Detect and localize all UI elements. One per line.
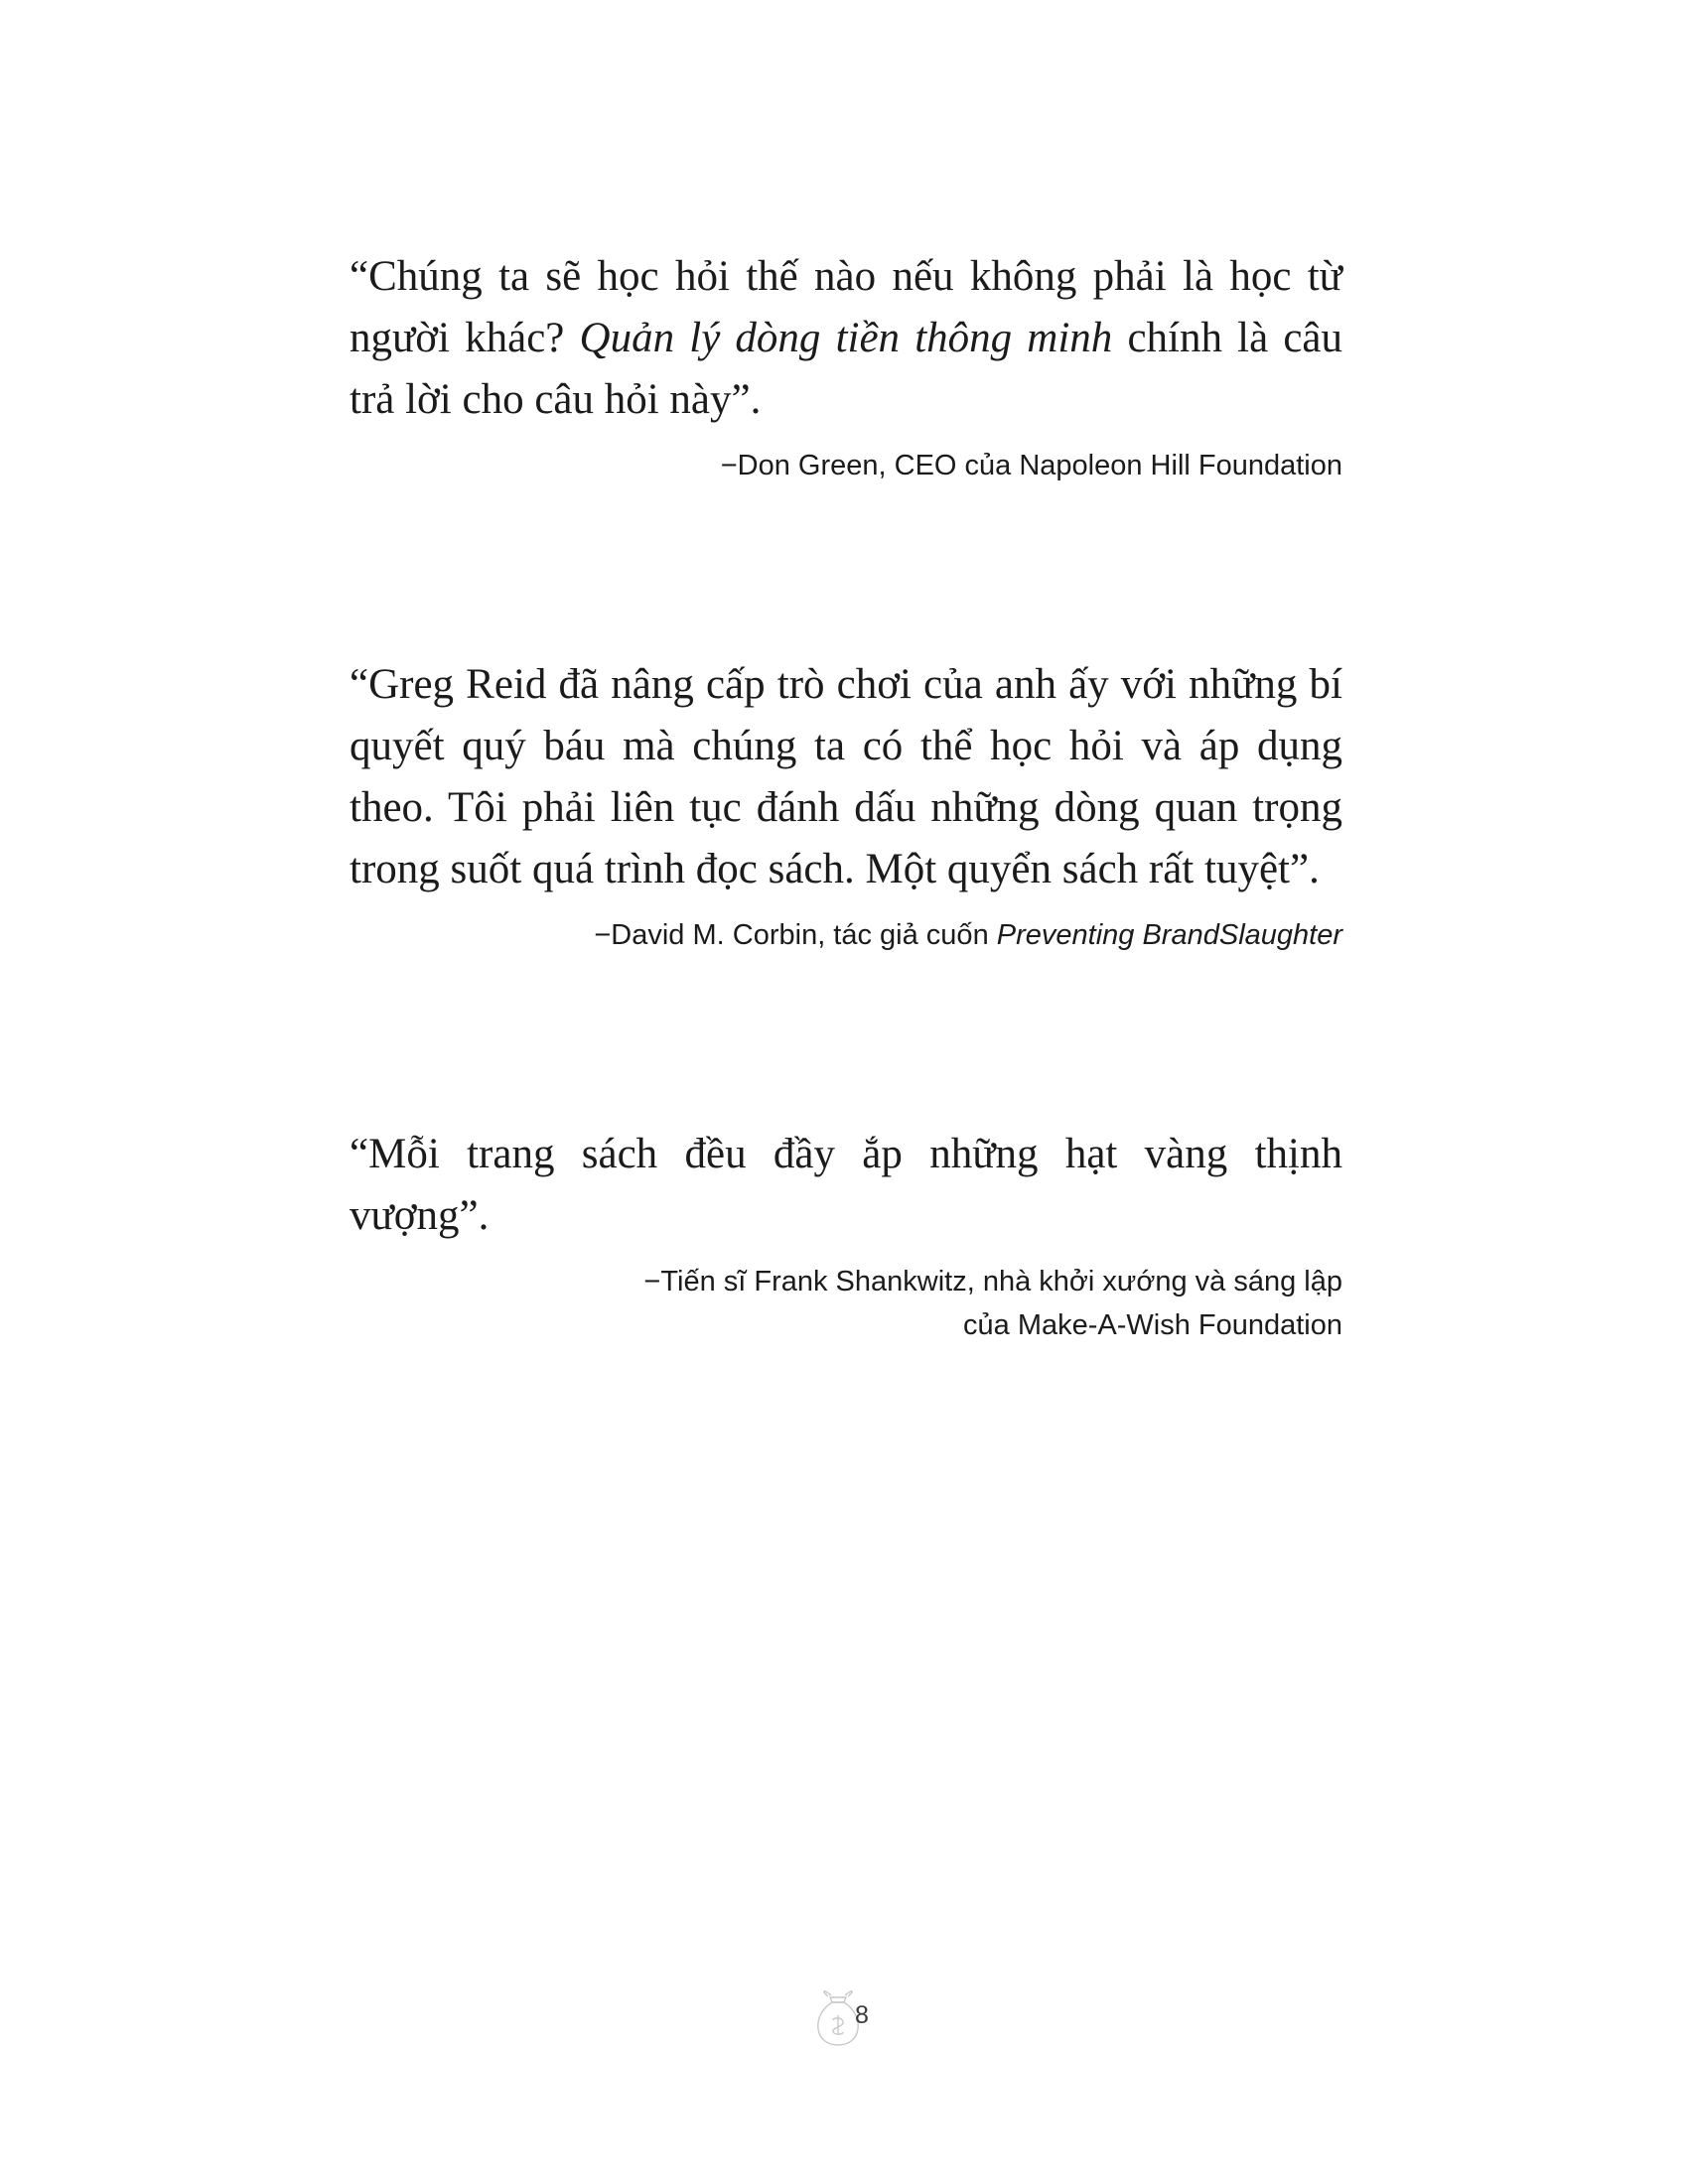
quote-attribution-line-2: của Make-A-Wish Foundation [963,1308,1342,1341]
quote-text-part-2: chính là câu trả lời cho câu hỏi này”. [350,314,1342,423]
quote-spacer [350,957,1342,1124]
quote-attribution-book-title: Preventing BrandSlaughter [996,918,1342,951]
quote-block-don-green [350,246,1342,487]
quote-spacer [350,487,1342,654]
quote-block-david-corbin [350,654,1342,957]
page-footer [0,1983,1688,2053]
quote-block-frank-shankwitz [350,1124,1342,1347]
quote-attribution: −Don Green, CEO của Napoleon Hill Foundation [720,449,1342,481]
quote-text: “Mỗi trang sách đều đầy ắp những hạt vàng thịnh vượng”. [350,1131,1342,1240]
quote-attribution-line-1: −Tiến sĩ Frank Shankwitz, nhà khởi xướng và sáng lập [643,1266,1342,1298]
quote-text-italic: Quản lý dòng tiền thông minh [579,314,1113,361]
footer-mark [799,1983,889,2053]
quote-text [350,246,1342,431]
page-number: 8 [855,2001,869,2029]
quote-text: “Greg Reid đã nâng cấp trò chơi của anh ấy với những bí quyết quý báu mà chúng ta có thể học hỏi và áp dụng theo. Tôi phải liên tục đánh dấu những dòng quan trọng trong suốt quá trình đọc sách. Một quyển sách rất tuyệt”. [350,661,1342,892]
page-content [350,246,1342,1347]
quote-attribution [350,1261,1342,1347]
quote-attribution [350,914,1342,958]
quote-text-part-1: “Chúng ta sẽ học hỏi thế nào nếu không phải là học từ người khác? [350,253,1342,361]
quote-attribution-plain: −David M. Corbin, tác giả cuốn [594,918,997,951]
